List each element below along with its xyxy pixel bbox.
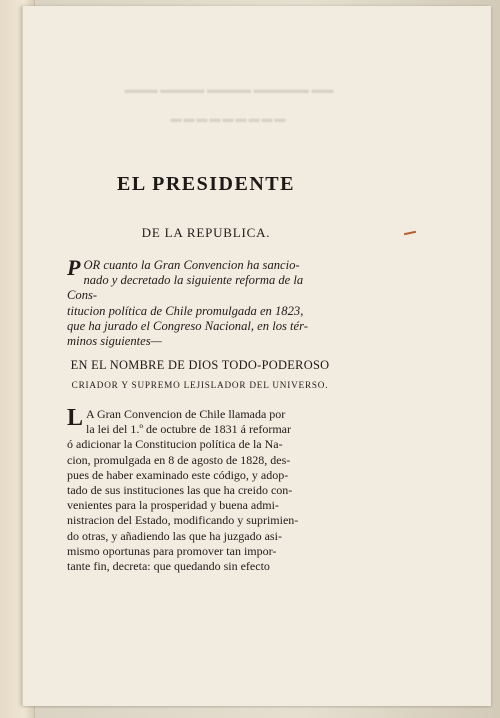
page-subtitle: DE LA REPUBLICA. [141,225,271,240]
body-line: do otras, y añadiendo las que ha juzgado asi- [67,528,282,543]
body-paragraph [67,407,327,574]
preamble-line: que ha jurado el Congreso Nacional, en los tér- [67,318,308,333]
bleed-through-text: ▬▬▬ ▬▬▬▬ ▬▬▬▬ ▬▬▬▬▬ ▬▬ ▬▬▬▬▬▬▬▬▬ [124,84,334,125]
body-line: nistracion del Estado, modificando y suprimien- [67,513,299,528]
document-page [22,6,491,706]
body-line: A Gran Convencion de Chile llamada por [86,407,286,421]
body-line: tante fin, decreta: que quedando sin efecto [67,559,270,574]
body-line: pues de haber examinado este código, y adop- [67,467,289,482]
body-line: la lei del 1.º de octubre de 1831 á reformar [86,422,291,437]
preamble-dropcap: P [67,255,81,280]
body-line: tado de sus instituciones las que ha creido con- [67,483,293,498]
body-line: cion, promulgada en 8 de agosto de 1828, des- [67,452,291,467]
body-line: ó adicionar la Constitucion política de la Na- [67,437,283,452]
body-dropcap: L [67,405,84,431]
page-title: EL PRESIDENTE [117,173,295,195]
preamble-line: OR cuanto la Gran Convencion ha sancio- [83,258,300,272]
ink-mark-ornament [404,231,416,235]
body-line: mismo oportunas para promover tan impor- [67,543,277,558]
preamble-line: nado y decretado la siguiente reforma de la Cons- [67,273,304,303]
invocation-subheading: CRIADOR Y SUPREMO LEJISLADOR DEL UNIVERSO. [71,380,329,390]
body-line: venientes para la prosperidad y buena admi- [67,498,279,513]
invocation-heading: EN EL NOMBRE DE DIOS TODO-PODEROSO [70,358,330,372]
preamble-paragraph [67,255,315,349]
preamble-line: minos siguientes— [67,334,162,349]
preamble-line: titucion política de Chile promulgada en 1823, [67,303,304,318]
